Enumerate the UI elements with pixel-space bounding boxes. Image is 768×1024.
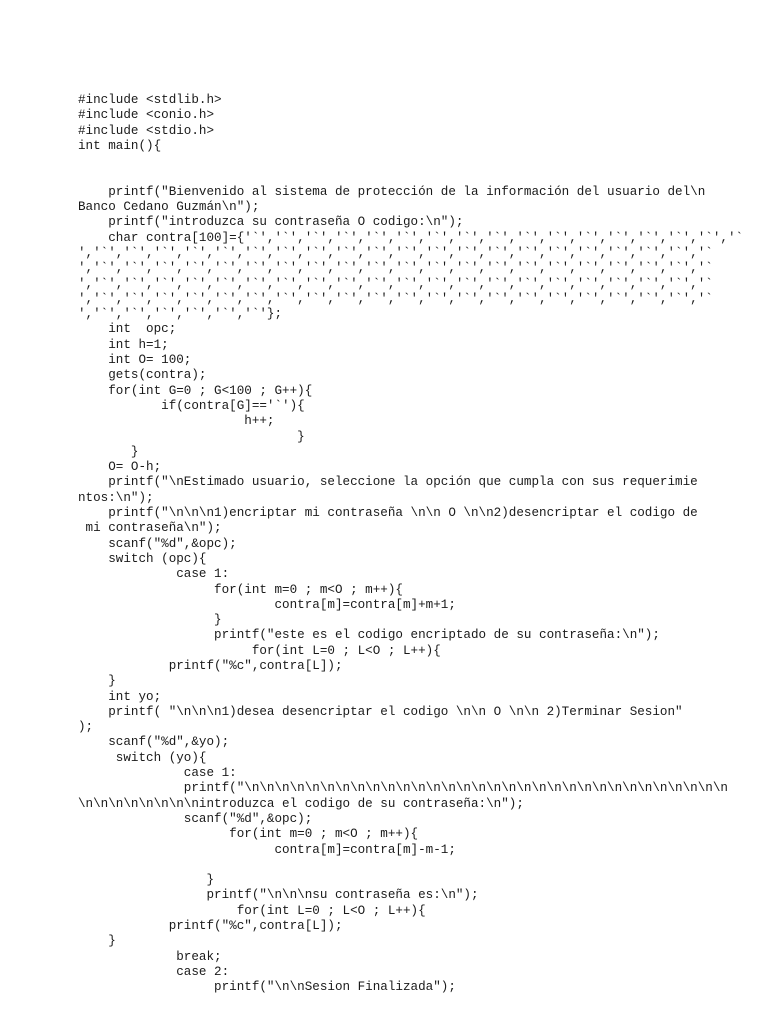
code-line: case 1: [78,766,237,781]
code-line: printf("\n\n\n\n\n\n\n\n\n\n\n\n\n\n\n\n\n\n\n\n\n\n\n\n\n\n\n\n\n\n\n\n [78,781,728,796]
code-line: int O= 100; [78,353,192,368]
code-line: ); [78,720,94,735]
code-line: int yo; [78,689,162,704]
code-line: printf( "\n\n\n1)desea desencriptar el codigo \n\n O \n\n 2)Terminar Sesion" [78,704,683,719]
code-line: ','`','`','`','`','`','`','`','`','`','`','`','`','`','`','`','`','`','`','`','`','` [78,291,713,306]
code-line: printf("este es el codigo encriptado de su contraseña:\n"); [78,628,660,643]
code-line: switch (opc){ [78,551,207,566]
code-line: gets(contra); [78,368,207,383]
code-line: } [78,444,139,459]
code-line: printf("Bienvenido al sistema de protección de la información del usuario del\n [78,184,706,199]
code-listing [78,93,744,996]
code-line: } [78,873,215,888]
code-line: for(int L=0 ; L<O ; L++){ [78,903,426,918]
code-line: } [78,429,305,444]
code-line: O= O-h; [78,460,162,475]
code-line: case 2: [78,964,230,979]
code-line: ','`','`','`','`','`','`','`','`','`','`','`','`','`','`','`','`','`','`','`','`','` [78,276,713,291]
code-line: break; [78,949,222,964]
code-line: for(int L=0 ; L<O ; L++){ [78,643,441,658]
code-line: } [78,934,116,949]
code-line: printf("%c",contra[L]); [78,658,343,673]
code-line: scanf("%d",&yo); [78,735,230,750]
code-line: printf("%c",contra[L]); [78,919,343,934]
code-line: scanf("%d",&opc); [78,811,313,826]
code-line: char contra[100]={'`','`','`','`','`','`','`','`','`','`','`','`','`','`','`','`','` [78,230,744,245]
code-line [78,858,718,873]
code-line [78,169,718,184]
code-line: printf("introduzca su contraseña O codigo:\n"); [78,215,464,230]
code-line: #include <stdlib.h> [78,93,222,107]
code-line: printf("\nEstimado usuario, seleccione la opción que cumpla con sus requerimie [78,475,698,490]
code-line: h++; [78,414,275,429]
code-line: #include <stdio.h> [78,123,215,138]
code-line [78,154,718,169]
code-line: printf("\n\n\n1)encriptar mi contraseña \n\n O \n\n2)desencriptar el codigo de [78,506,698,521]
code-line: contra[m]=contra[m]-m-1; [78,842,456,857]
code-line: mi contraseña\n"); [78,521,222,536]
code-line: int main(){ [78,138,162,153]
code-line: printf("\n\n\nsu contraseña es:\n"); [78,888,479,903]
code-line: printf("\n\nSesion Finalizada"); [78,980,456,995]
code-line: contra[m]=contra[m]+m+1; [78,597,456,612]
code-line: } [78,613,222,628]
code-line: #include <conio.h> [78,108,215,123]
code-line: switch (yo){ [78,750,207,765]
code-line: ','`','`','`','`','`','`','`','`','`','`','`','`','`','`','`','`','`','`','`','`','` [78,245,713,260]
code-line: ','`','`','`','`','`','`'}; [78,307,283,322]
code-line: for(int G=0 ; G<100 ; G++){ [78,383,313,398]
code-line: case 1: [78,567,230,582]
code-line: ntos:\n"); [78,490,154,505]
code-line: int opc; [78,322,177,337]
code-line: } [78,674,116,689]
code-line: Banco Cedano Guzmán\n"); [78,200,260,215]
code-line: if(contra[G]=='`'){ [78,398,305,413]
code-line: int h=1; [78,337,169,352]
code-line: ','`','`','`','`','`','`','`','`','`','`','`','`','`','`','`','`','`','`','`','`','` [78,261,713,276]
code-line: for(int m=0 ; m<O ; m++){ [78,582,403,597]
code-line: \n\n\n\n\n\n\n\nintroduzca el codigo de su contraseña:\n"); [78,796,524,811]
code-line: for(int m=0 ; m<O ; m++){ [78,827,419,842]
code-line: scanf("%d",&opc); [78,536,237,551]
